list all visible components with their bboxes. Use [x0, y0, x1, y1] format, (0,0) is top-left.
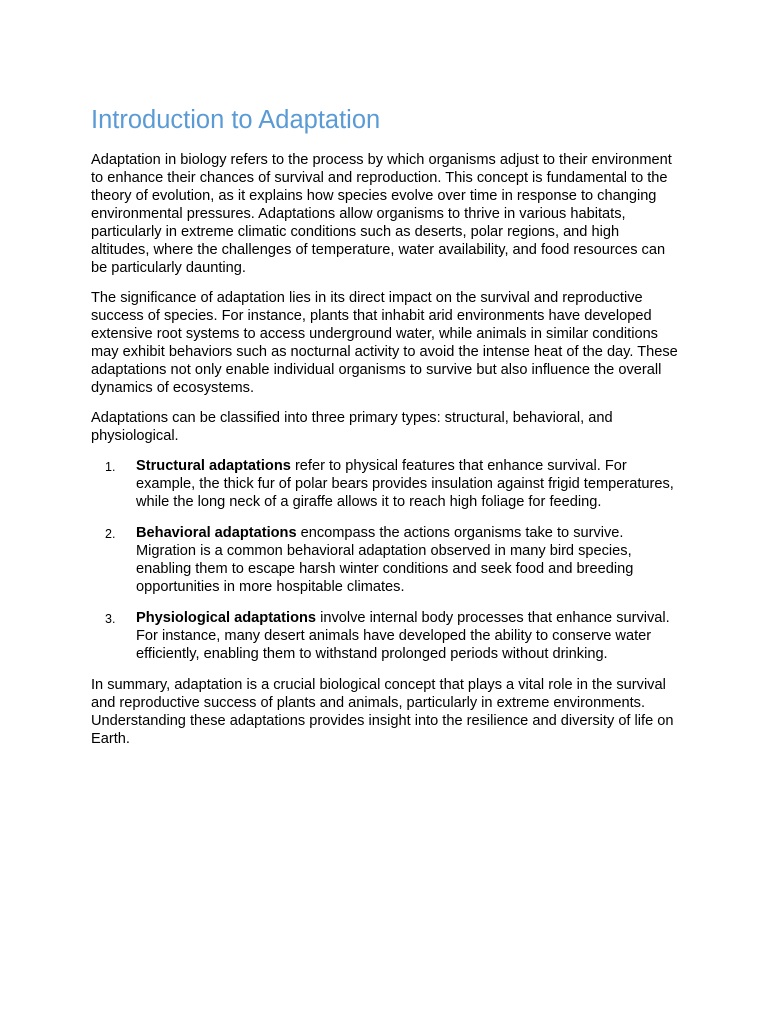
list-item-structural	[91, 457, 681, 511]
list-term: Physiological adaptations	[136, 610, 317, 626]
intro-paragraph: Adaptation in biology refers to the process by which organisms adjust to their environment to enhance their chances of survival and reproduction. This concept is fundamental to the theory of evolution, as it explains how species evolve over time in response to changing environmental pressures. Adaptations allow organisms to thrive in various habitats, particularly in extreme climatic conditions such as deserts, polar regions, and high altitudes, where the challenges of temperature, water availability, and food resources can be particularly daunting.	[91, 152, 672, 276]
summary-paragraph: In summary, adaptation is a crucial biological concept that plays a vital role in the survival and reproductive success of plants and animals, particularly in extreme environments. Understanding these adaptations provides insight into the resilience and diversity of life on Earth.	[91, 677, 674, 747]
list-text: refer to physical features that enhance survival. For example, the thick fur of polar bears provides insulation against frigid temperatures, while the long neck of a giraffe allows it to reach high foliage for feeding.	[136, 458, 674, 510]
list-item-behavioral	[91, 524, 681, 596]
list-text: involve internal body processes that enhance survival. For instance, many desert animals have developed the ability to conserve water efficiently, enabling them to withstand prolonged periods without drinking.	[136, 610, 670, 662]
classification-paragraph: Adaptations can be classified into three primary types: structural, behavioral, and physiological.	[91, 410, 613, 444]
document-title: Introduction to Adaptation	[91, 106, 381, 134]
list-number: 3.	[105, 612, 116, 626]
list-text: encompass the actions organisms take to survive. Migration is a common behavioral adaptation observed in many bird species, enabling them to escape harsh winter conditions and seek food and breeding opportunities in more hospitable climates.	[136, 525, 634, 595]
list-term: Behavioral adaptations	[136, 525, 297, 541]
list-term: Structural adaptations	[136, 458, 291, 474]
document-page	[91, 104, 681, 760]
list-number: 2.	[105, 527, 116, 541]
list-number: 1.	[105, 460, 116, 474]
significance-paragraph: The significance of adaptation lies in its direct impact on the survival and reproductive success of species. For instance, plants that inhabit arid environments have developed extensive root systems to access underground water, while animals in similar conditions may exhibit behaviors such as nocturnal activity to avoid the intense heat of the day. These adaptations not only enable individual organisms to survive but also influence the overall dynamics of ecosystems.	[91, 290, 678, 396]
list-item-physiological	[91, 609, 681, 663]
adaptation-types-list	[91, 457, 681, 663]
